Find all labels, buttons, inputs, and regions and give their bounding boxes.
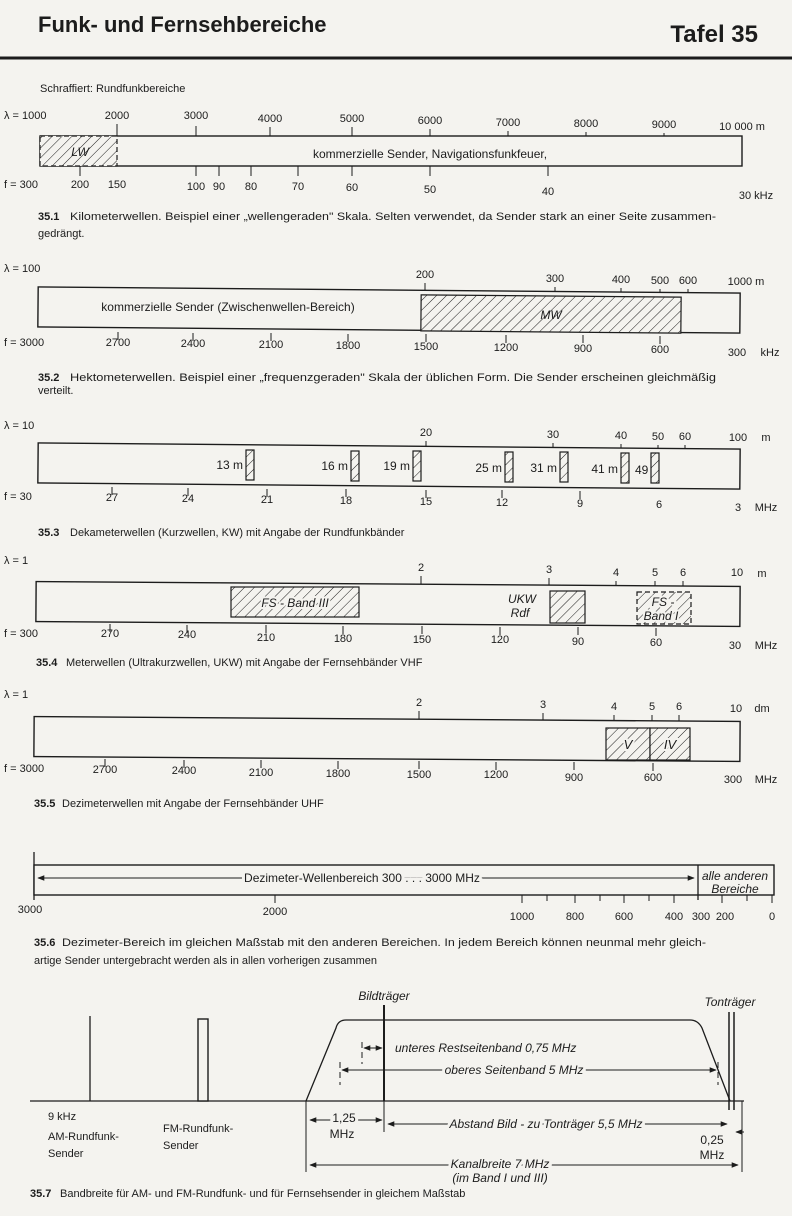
tick-label: 18 <box>339 495 353 507</box>
band-31m-label: 31 m <box>530 461 557 475</box>
tick-label: 900 <box>564 772 584 784</box>
tick-label: 800 <box>565 911 585 923</box>
band-fs-i-label-1: FS - <box>651 595 675 609</box>
tick-label: 300 <box>723 774 743 786</box>
plate-number: Tafel 35 <box>670 21 758 48</box>
ukw-label-1: UKW <box>508 592 536 606</box>
tick-label: 1500 <box>406 769 432 781</box>
tick-label: 9000 <box>651 119 677 131</box>
tick-label: 60 <box>345 182 359 194</box>
f-start-label: f = 30 <box>4 491 32 503</box>
tick-label: 30 kHz <box>738 190 774 202</box>
top-ticks <box>105 110 765 136</box>
tick-label: 1000 m <box>727 276 765 288</box>
am-label-1: 9 kHz <box>48 1111 77 1123</box>
bar-text: kommerzielle Sender (Zwischenwellen-Bereich) <box>101 300 355 314</box>
bottom-ticks <box>4 487 777 514</box>
tick-label: 20 <box>419 427 433 439</box>
tick-label: 2 <box>417 562 425 574</box>
tick-label: 300 <box>545 273 565 285</box>
v125-label-2: MHz <box>329 1127 355 1141</box>
band-16m-label: 16 m <box>321 459 348 473</box>
scale-35-5 <box>4 689 777 810</box>
tick-label: 60 <box>649 637 663 649</box>
tick-label: 2 <box>415 697 423 709</box>
tick-label: m <box>757 568 767 580</box>
ukw-label-2: Rdf <box>510 606 530 620</box>
tick-label: 80 <box>244 181 258 193</box>
v025-label-2: MHz <box>699 1148 725 1162</box>
bottom-ticks <box>4 624 777 652</box>
band-ukw <box>550 591 585 623</box>
band-v-label: V <box>623 737 633 752</box>
tick-label: 9 <box>576 498 584 510</box>
band-19m-label: 19 m <box>383 459 410 473</box>
caption: Hektometerwellen. Beispiel einer „frequenzgeraden" Skala der üblichen Form. Die Sender erscheinen gleichmäßig <box>70 372 716 384</box>
tick-label: 270 <box>100 628 120 640</box>
scale-35-4 <box>4 555 777 669</box>
f-start-label: f = 3000 <box>4 337 45 349</box>
tick-label: 2000 <box>262 906 288 918</box>
tick-label: 180 <box>333 633 353 645</box>
am-label-3: Sender <box>48 1148 84 1160</box>
scale-35-6 <box>18 852 775 967</box>
tick-label: 1800 <box>325 768 351 780</box>
abstand-label: Abstand Bild - zu Tonträger 5,5 MHz <box>449 1117 643 1131</box>
tick-label: 3 <box>545 564 553 576</box>
range-label: Dezimeter-Wellenbereich 300 . . . 3000 MHz <box>244 871 480 885</box>
tick-label: 6 <box>655 499 663 511</box>
band-fs-i-label-2: Band I <box>643 609 679 623</box>
tick-label: 6 <box>675 701 683 713</box>
others-label-1: alle anderen <box>701 869 769 883</box>
lambda-start-label: λ = 1 <box>4 555 29 567</box>
bottom-ticks <box>4 332 779 359</box>
tick-label: 200 <box>715 911 735 923</box>
page-title: Funk- und Fernsehbereiche <box>38 12 327 37</box>
tick-label: 3000 <box>183 110 209 122</box>
bandwidth-diagram-35-7 <box>30 989 756 1200</box>
tick-label: 5 <box>648 701 656 713</box>
kanal-label-2: (im Band I und III) <box>452 1171 548 1185</box>
tick-label: 6 <box>679 567 687 579</box>
tick-label: 600 <box>678 275 698 287</box>
tick-label: 400 <box>611 274 631 286</box>
caption-number: 35.7 <box>30 1188 52 1200</box>
f-start-label: f = 300 <box>4 179 38 191</box>
tick-label: 15 <box>419 496 433 508</box>
lambda-start-label: λ = 100 <box>4 263 41 275</box>
tick-label: 2400 <box>180 338 206 350</box>
band-49m <box>651 453 659 483</box>
tick-label: 100 <box>186 181 206 193</box>
bottom-ticks <box>4 759 777 786</box>
tick-label: 1200 <box>483 769 509 781</box>
tick-label: 60 <box>678 431 692 443</box>
tick-label: 900 <box>573 343 593 355</box>
tick-label: 100 <box>728 432 748 444</box>
tick-label: 24 <box>181 493 195 505</box>
tick-label: 12 <box>495 497 509 509</box>
scale-35-2 <box>4 263 779 397</box>
tick-label: 1800 <box>335 340 361 352</box>
page-header <box>0 12 792 58</box>
band-41m-label: 41 m <box>591 462 618 476</box>
band-49m-label: 49 <box>635 463 649 477</box>
tick-label: 600 <box>614 911 634 923</box>
caption-number: 35.2 <box>38 372 60 384</box>
caption: Meterwellen (Ultrakurzwellen, UKW) mit Angabe der Fernsehbänder VHF <box>66 657 423 669</box>
band-13m <box>246 450 254 480</box>
tick-label: 5 <box>651 567 659 579</box>
tick-label: MHz <box>754 640 778 652</box>
tick-label: kHz <box>760 347 780 359</box>
band-13m-label: 13 m <box>216 458 243 472</box>
tick-label: 10 <box>729 703 743 715</box>
caption: Bandbreite für AM- und FM-Rundfunk- und für Fernsehsender in gleichem Maßstab <box>60 1188 466 1200</box>
tick-label: 3 <box>734 502 742 514</box>
tick-label: 10 <box>730 567 744 579</box>
caption: verteilt. <box>38 385 74 397</box>
band-41m <box>621 453 629 483</box>
caption: artige Sender untergebracht werden als in allen vorherigen zusammen <box>34 955 378 967</box>
tick-label: 2000 <box>104 110 130 122</box>
scale-35-1 <box>4 110 773 240</box>
tick-label: 300 <box>691 911 711 923</box>
kanal-label-1: Kanalbreite 7 MHz <box>450 1157 550 1171</box>
caption-number: 35.5 <box>34 798 56 810</box>
band-25m <box>505 452 513 482</box>
lambda-start-label: λ = 10 <box>4 420 35 432</box>
tick-label: 120 <box>490 634 510 646</box>
tick-label: 300 <box>727 347 747 359</box>
f-start-label: f = 300 <box>4 628 38 640</box>
tick-label: 0 <box>768 911 776 923</box>
tv-channel-envelope <box>306 1020 730 1101</box>
band-iv-label: IV <box>663 737 677 752</box>
tick-label: 1500 <box>413 341 439 353</box>
band-16m <box>351 451 359 481</box>
tick-label: 200 <box>70 179 90 191</box>
tick-label: 70 <box>291 181 305 193</box>
caption: Kilometerwellen. Beispiel einer „wellengeraden" Skala. Selten verwendet, da Sender stark an einer Seite zusammen- <box>70 211 717 223</box>
tick-label: 3000 <box>17 904 43 916</box>
tick-label: 500 <box>650 275 670 287</box>
band-fs-iii-label: FS - Band III <box>261 596 329 610</box>
tick-label: 4000 <box>257 113 283 125</box>
tick-label: 600 <box>643 772 663 784</box>
tick-label: 7000 <box>495 117 521 129</box>
tick-label: 8000 <box>573 118 599 130</box>
caption-number: 35.6 <box>34 937 56 949</box>
f-start-label: f = 3000 <box>4 763 45 775</box>
band-19m <box>413 451 421 481</box>
scale-bar <box>36 582 740 627</box>
bildtraeger-label: Bildträger <box>358 989 410 1003</box>
tick-label: m <box>761 432 771 444</box>
caption: gedrängt. <box>38 228 85 240</box>
scale-35-3 <box>4 420 777 539</box>
tick-label: 2400 <box>171 765 197 777</box>
v125-label-1: 1,25 <box>332 1111 356 1125</box>
caption-number: 35.1 <box>38 211 60 223</box>
tick-label: MHz <box>754 502 778 514</box>
tick-label: 150 <box>107 179 127 191</box>
tick-label: 27 <box>105 492 119 504</box>
v025-label-1: 0,25 <box>700 1133 724 1147</box>
tick-label: MHz <box>754 774 778 786</box>
caption: Dezimeter-Bereich im gleichen Maßstab mit den anderen Bereichen. In jedem Bereich können neunmal mehr gleich- <box>62 937 707 949</box>
tick-label: 5000 <box>339 113 365 125</box>
tick-label: 3 <box>539 699 547 711</box>
caption: Dekameterwellen (Kurzwellen, KW) mit Angabe der Rundfunkbänder <box>70 527 405 539</box>
fm-label-1: FM-Rundfunk- <box>163 1123 234 1135</box>
bottom-ticks <box>4 166 773 202</box>
band-mw-label: MW <box>540 308 562 322</box>
tick-label: 240 <box>177 629 197 641</box>
bar-text: kommerzielle Sender, Navigationsfunkfeuer, <box>312 147 548 161</box>
tick-label: 150 <box>412 634 432 646</box>
tick-label: 200 <box>415 269 435 281</box>
am-label-2: AM-Rundfunk- <box>48 1131 119 1143</box>
tick-label: 40 <box>614 430 628 442</box>
fm-carrier-block <box>198 1019 208 1101</box>
caption-number: 35.4 <box>36 657 58 669</box>
tontraeger-label: Tonträger <box>704 995 756 1009</box>
lambda-start-label: λ = 1 <box>4 689 29 701</box>
tick-label: 30 <box>546 429 560 441</box>
tick-label: 90 <box>212 181 226 193</box>
tick-label: 4 <box>610 701 618 713</box>
tick-label: 4 <box>612 567 620 579</box>
tick-label: 400 <box>664 911 684 923</box>
tick-label: 210 <box>256 632 276 644</box>
caption-number: 35.3 <box>38 527 60 539</box>
tick-label: dm <box>754 703 770 715</box>
tick-label: 2100 <box>258 339 284 351</box>
fm-label-2: Sender <box>163 1140 199 1152</box>
band-lw-label: LW <box>71 145 89 159</box>
tick-label: 10 000 m <box>719 121 765 133</box>
tick-label: 2700 <box>105 337 131 349</box>
caption: Dezimeterwellen mit Angabe der Fernsehbänder UHF <box>62 798 324 810</box>
others-label-2: Bereiche <box>711 882 759 896</box>
tick-label: 600 <box>650 344 670 356</box>
tick-label: 40 <box>541 186 555 198</box>
tick-label: 2700 <box>92 764 118 776</box>
tick-label: 90 <box>571 636 585 648</box>
tick-label: 50 <box>423 184 437 196</box>
oberes-label: oberes Seitenband 5 MHz <box>444 1063 584 1077</box>
hatch-note: Schraffiert: Rundfunkbereiche <box>40 83 186 95</box>
tick-label: 50 <box>651 431 665 443</box>
tick-label: 21 <box>260 494 274 506</box>
tick-label: 1000 <box>509 911 535 923</box>
tick-label: 1200 <box>493 342 519 354</box>
tick-label: 6000 <box>417 115 443 127</box>
lambda-start-label: λ = 1000 <box>4 110 47 122</box>
band-25m-label: 25 m <box>475 461 502 475</box>
tick-label: 2100 <box>248 767 274 779</box>
band-31m <box>560 452 568 482</box>
unteres-label: unteres Restseitenband 0,75 MHz <box>395 1041 577 1055</box>
tick-label: 30 <box>728 640 742 652</box>
